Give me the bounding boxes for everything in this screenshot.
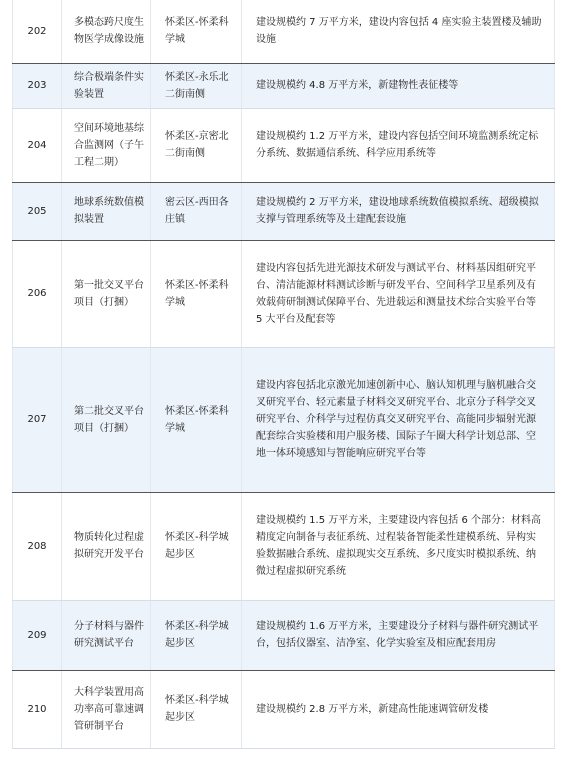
project-name: 物质转化过程虚拟研究开发平台	[62, 492, 151, 600]
project-description: 建设规模约 1.2 万平方米，建设内容包括空间环境监测系统定标分系统、数据通信系统、科学应用系统等	[242, 108, 555, 182]
table-row	[13, 108, 555, 182]
row-number: 207	[13, 347, 62, 492]
table-row	[13, 600, 555, 670]
project-description: 建设规模约 1.5 万平方米，主要建设内容包括 6 个部分：材料高精度定向制备与表征系统、过程装备智能柔性建模系统、异构实验数据融合系统、虚拟现实交互系统、多尺度实时模拟系统、纳微过程虚拟研究系统	[242, 492, 555, 600]
table-row	[13, 63, 555, 108]
project-name: 大科学装置用高功率高可靠速调管研制平台	[62, 670, 151, 748]
project-location: 怀柔区-科学城起步区	[151, 600, 242, 670]
project-table	[12, 0, 555, 749]
row-number: 209	[13, 600, 62, 670]
project-table-container	[12, 0, 555, 749]
project-location: 怀柔区-京密北二街南侧	[151, 108, 242, 182]
row-number: 206	[13, 240, 62, 347]
project-description: 建设内容包括北京激光加速创新中心、脑认知机理与脑机融合交叉研究平台、轻元素量子材料交叉研究平台、北京分子科学交叉研究平台、介科学与过程仿真交叉研究平台、高能同步辐射光源配套综合实验楼和用户服务楼、国际子午圈大科学计划总部、空地一体环境感知与智能响应研究平台等	[242, 347, 555, 492]
project-name: 分子材料与器件研究测试平台	[62, 600, 151, 670]
project-description: 建设规模约 1.6 万平方米，主要建设分子材料与器件研究测试平台，包括仪器室、洁净室、化学实验室及相应配套用房	[242, 600, 555, 670]
row-number: 204	[13, 108, 62, 182]
row-number: 205	[13, 182, 62, 240]
project-name: 多模态跨尺度生物医学成像设施	[62, 0, 151, 63]
project-location: 怀柔区-怀柔科学城	[151, 240, 242, 347]
project-location: 怀柔区-科学城起步区	[151, 492, 242, 600]
project-description: 建设规模约 2.8 万平方米，新建高性能速调管研发楼	[242, 670, 555, 748]
project-name: 第一批交叉平台项目（打捆）	[62, 240, 151, 347]
table-body	[13, 0, 555, 748]
table-row	[13, 240, 555, 347]
project-location: 怀柔区-永乐北二街南侧	[151, 63, 242, 108]
project-name: 空间环境地基综合监测网（子午工程二期）	[62, 108, 151, 182]
project-location: 怀柔区-科学城起步区	[151, 670, 242, 748]
project-description: 建设规模约 7 万平方米，建设内容包括 4 座实验主装置楼及辅助设施	[242, 0, 555, 63]
project-name: 第二批交叉平台项目（打捆）	[62, 347, 151, 492]
project-description: 建设规模约 4.8 万平方米，新建物性表征楼等	[242, 63, 555, 108]
project-description: 建设内容包括先进光源技术研发与测试平台、材料基因组研究平台、清洁能源材料测试诊断与研发平台、空间科学卫星系列及有效载荷研制测试保障平台、先进载运和测量技术综合实验平台等 5 大平台及配套等	[242, 240, 555, 347]
table-row	[13, 0, 555, 63]
table-row	[13, 670, 555, 748]
table-row	[13, 182, 555, 240]
row-number: 208	[13, 492, 62, 600]
table-row	[13, 492, 555, 600]
project-name: 综合极端条件实验装置	[62, 63, 151, 108]
project-location: 怀柔区-怀柔科学城	[151, 347, 242, 492]
row-number: 202	[13, 0, 62, 63]
project-location: 怀柔区-怀柔科学城	[151, 0, 242, 63]
project-name: 地球系统数值模拟装置	[62, 182, 151, 240]
project-location: 密云区-西田各庄镇	[151, 182, 242, 240]
table-row	[13, 347, 555, 492]
row-number: 210	[13, 670, 62, 748]
row-number: 203	[13, 63, 62, 108]
project-description: 建设规模约 2 万平方米，建设地球系统数值模拟系统、超级模拟支撑与管理系统等及土建配套设施	[242, 182, 555, 240]
